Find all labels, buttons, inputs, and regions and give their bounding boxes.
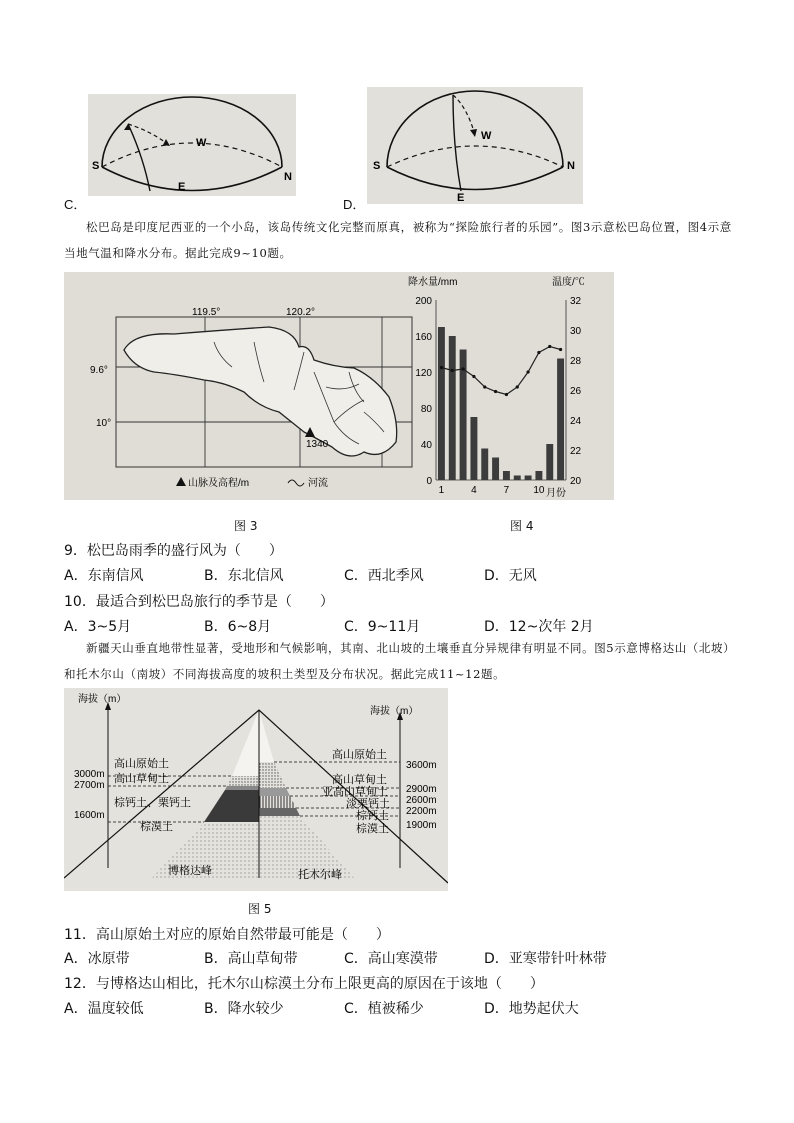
peak-bogda: 博格达峰: [168, 865, 212, 877]
peak-elevation: 1340: [306, 439, 329, 450]
right-axis-title: 海拔（m）: [370, 706, 419, 717]
left-tick-label: 80: [420, 404, 432, 415]
legend-river-label: 河流: [308, 478, 328, 489]
precip-bar: [470, 417, 477, 480]
q12-option-a[interactable]: A．温度较低: [64, 1001, 144, 1017]
q11-option-d[interactable]: D．亚寒带针叶林带: [484, 951, 607, 967]
label-s: S: [92, 160, 100, 172]
figure-5-soil-profile: [64, 688, 448, 891]
intro-paragraph-11-12: 新疆天山垂直地带性显著，受地形和气候影响，其南、北山坡的土壤垂直分异规律有明显不同。图5示意博格达山（北坡）和托木尔山（南坡）不同海拔高度的坡积土类型及分布状况。据此完成11~12题。: [64, 641, 730, 681]
left-tick-label: 160: [415, 332, 432, 343]
q11-option-c[interactable]: C．高山寒漠带: [344, 951, 438, 967]
temperature-point: [548, 345, 551, 348]
temperature-point: [559, 348, 562, 351]
precip-bar: [503, 471, 510, 480]
label-w: W: [196, 137, 207, 149]
precip-bar: [546, 444, 553, 480]
label-e: E: [178, 181, 186, 193]
temperature-point: [461, 367, 464, 370]
north-soil-4: 棕漠土: [140, 821, 173, 833]
north-soil-2: 高山草甸土: [114, 773, 169, 785]
q10-option-d[interactable]: D．12~次年 2月: [484, 619, 594, 635]
south-height-2: 2900m: [406, 784, 437, 795]
temperature-line: [441, 347, 560, 395]
precip-bar: [481, 449, 488, 481]
option-d-label: D．: [343, 197, 366, 212]
climate-chart: [408, 275, 585, 499]
south-height-3: 2600m: [406, 795, 437, 806]
right-tick-label: 30: [570, 326, 582, 337]
x-tick-label: 10: [533, 485, 545, 496]
left-tick-label: 120: [415, 368, 432, 379]
q10-option-b[interactable]: B．6~8月: [204, 619, 272, 635]
precip-bar: [525, 476, 532, 481]
right-tick-label: 20: [570, 476, 582, 487]
north-soil-3: 棕钙土、栗钙土: [114, 797, 191, 809]
north-height-1: 3000m: [74, 769, 105, 780]
q9-option-d[interactable]: D．无风: [484, 568, 537, 584]
south-soil-3: 亚高山草甸土: [322, 786, 388, 798]
q9-option-c[interactable]: C．西北季风: [344, 568, 424, 584]
left-axis-title: 海拔（m）: [78, 694, 127, 705]
right-tick-label: 24: [570, 416, 582, 427]
south-soil-4: 淡栗钙土: [346, 798, 390, 810]
lon-label-1: 119.5°: [192, 307, 221, 318]
precip-bar: [449, 336, 456, 480]
right-tick-label: 22: [570, 446, 582, 457]
legend-mountain-label: 山脉及高程/m: [188, 478, 250, 489]
left-axis-title: 降水量/mm: [408, 277, 458, 288]
globe-figure-c: [88, 94, 296, 196]
fig4-caption: 图 4: [510, 519, 534, 533]
south-soil-6: 棕漠土: [356, 823, 389, 835]
right-tick-label: 26: [570, 386, 582, 397]
south-height-5: 1900m: [406, 820, 437, 831]
q12-option-d[interactable]: D．地势起伏大: [484, 1001, 579, 1017]
label-e: E: [457, 192, 465, 204]
south-height-1: 3600m: [406, 760, 437, 771]
q10-stem: 10．最适合到松巴岛旅行的季节是（ ）: [64, 594, 334, 610]
q11-stem: 11．高山原始土对应的原始自然带最可能是（ ）: [64, 927, 390, 943]
temperature-point: [516, 385, 519, 388]
temperature-point: [451, 369, 454, 372]
label-s: S: [373, 160, 381, 172]
temperature-point: [526, 370, 529, 373]
left-tick-label: 0: [426, 476, 432, 487]
option-c-label: C．: [64, 197, 87, 212]
temperature-point: [494, 390, 497, 393]
fig3-caption: 图 3: [234, 519, 258, 533]
precip-bar: [514, 476, 521, 481]
south-soil-2: 高山草甸土: [332, 774, 387, 786]
figure-3-4-panel: [64, 272, 614, 500]
peak-tomur: 托木尔峰: [298, 869, 342, 881]
q12-stem: 12．与博格达山相比，托木尔山棕漠土分布上限更高的原因在于该地（ ）: [64, 976, 544, 992]
south-soil-1: 高山原始土: [332, 749, 387, 761]
precip-bar: [557, 359, 564, 481]
left-tick-label: 200: [415, 296, 432, 307]
q12-option-c[interactable]: C．植被稀少: [344, 1001, 424, 1017]
q11-option-a[interactable]: A．冰原带: [64, 951, 130, 967]
q10-option-c[interactable]: C．9~11月: [344, 619, 421, 635]
temperature-point: [440, 366, 443, 369]
right-tick-label: 28: [570, 356, 582, 367]
north-soil-1: 高山原始土: [114, 758, 169, 770]
left-tick-label: 40: [420, 440, 432, 451]
x-axis-unit: 月份: [546, 488, 566, 499]
temperature-point: [505, 393, 508, 396]
temperature-point: [483, 385, 486, 388]
label-n: N: [284, 171, 292, 183]
label-n: N: [567, 160, 575, 172]
q10-option-a[interactable]: A．3~5月: [64, 619, 132, 635]
temperature-point: [472, 375, 475, 378]
globe-figure-d: [367, 87, 583, 204]
south-height-4: 2200m: [406, 806, 437, 817]
q9-option-a[interactable]: A．东南信风: [64, 568, 144, 584]
x-tick-label: 7: [503, 485, 510, 496]
right-axis-title: 温度/℃: [552, 277, 585, 288]
lat-label-2: 10°: [96, 418, 112, 429]
south-soil-5: 棕钙土: [356, 810, 389, 822]
north-height-3: 1600m: [74, 810, 105, 821]
lat-label-1: 9.6°: [90, 365, 108, 376]
q9-stem: 9．松巴岛雨季的盛行风为（ ）: [64, 543, 283, 559]
intro-paragraph-9-10: 松巴岛是印度尼西亚的一个小岛，该岛传统文化完整而原真，被称为“探险旅行者的乐园”。图3示意松巴岛位置，图4示意当地气温和降水分布。据此完成9~10题。: [64, 220, 732, 260]
precip-bar: [438, 327, 445, 480]
lon-label-2: 120.2°: [286, 307, 316, 318]
temperature-point: [537, 351, 540, 354]
q12-option-b[interactable]: B．降水较少: [204, 1001, 284, 1017]
precip-bar: [492, 458, 499, 481]
precip-bar: [535, 471, 542, 480]
q11-option-b[interactable]: B．高山草甸带: [204, 951, 298, 967]
north-height-2: 2700m: [74, 780, 105, 791]
x-tick-label: 1: [438, 485, 445, 496]
right-tick-label: 32: [570, 296, 582, 307]
fig5-caption: 图 5: [248, 902, 272, 916]
q9-option-b[interactable]: B．东北信风: [204, 568, 284, 584]
x-tick-label: 4: [471, 485, 477, 496]
label-w: W: [481, 130, 492, 142]
sumba-map: [90, 307, 412, 489]
